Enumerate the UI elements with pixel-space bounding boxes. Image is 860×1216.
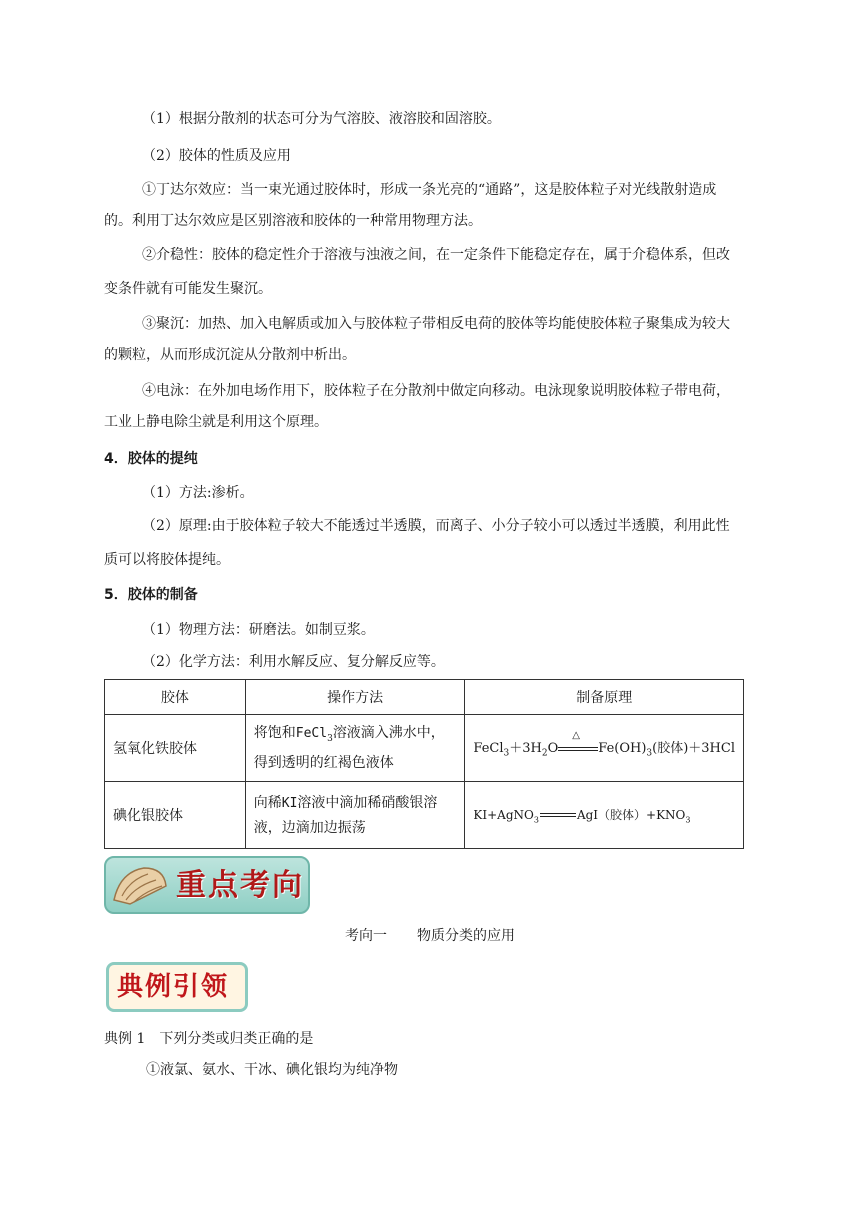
text-line: ②介稳性：胶体的稳定性介于溶液与浊液之间，在一定条件下能稳定存在，属于介稳体系，但改 bbox=[142, 247, 730, 263]
shell-icon bbox=[110, 864, 168, 908]
method-formula: KI bbox=[281, 795, 298, 811]
method-text: 溶液滴入沸水中， bbox=[332, 725, 445, 742]
equation-part: FeCl bbox=[473, 741, 504, 757]
subsection-name: 物质分类的应用 bbox=[417, 928, 515, 944]
method-text: 向稀 bbox=[253, 794, 282, 811]
text-line: 质可以将胶体提纯。 bbox=[104, 552, 230, 568]
text-line: （2）胶体的性质及应用 bbox=[142, 148, 291, 164]
subscript: 3 bbox=[646, 748, 653, 759]
equation-cell bbox=[465, 782, 744, 849]
example-tag-text: 典例引领 bbox=[117, 972, 230, 1002]
key-topic-banner bbox=[104, 856, 310, 914]
equation-cell bbox=[465, 715, 744, 782]
table-row bbox=[105, 715, 744, 782]
colloid-cell: 氢氧化铁胶体 bbox=[105, 715, 246, 782]
banner-title: 重点考向 bbox=[176, 868, 304, 903]
subsection-title bbox=[0, 926, 860, 946]
example-tag bbox=[106, 962, 248, 1012]
table-header: 制备原理 bbox=[465, 680, 744, 715]
subsection-number: 考向一 bbox=[345, 928, 387, 944]
text-line: 工业上静电除尘就是利用这个原理。 bbox=[104, 414, 328, 430]
equation-part: ＋3H bbox=[509, 741, 542, 757]
method-text: 将饱和 bbox=[253, 725, 296, 742]
text-line: （2）原理:由于胶体粒子较大不能透过半透膜，而离子、小分子较小可以透过半透膜，利用此性 bbox=[142, 518, 730, 534]
equation-part: KI+AgNO bbox=[473, 807, 534, 822]
text-line: ①丁达尔效应：当一束光通过胶体时，形成一条光亮的“通路”，这是胶体粒子对光线散射造成 bbox=[142, 182, 717, 198]
example-question-text: 下列分类或归类正确的是 bbox=[159, 1031, 314, 1047]
text-line: ④电泳：在外加电场作用下，胶体粒子在分散剂中做定向移动。电泳现象说明胶体粒子带电荷， bbox=[142, 383, 730, 399]
text-line: 变条件就有可能发生聚沉。 bbox=[104, 281, 272, 297]
equals-bar bbox=[558, 747, 598, 751]
equation-part: Fe(OH) bbox=[598, 741, 647, 757]
colloid-cell: 碘化银胶体 bbox=[105, 782, 246, 849]
equation-part: (胶体)＋3HCl bbox=[652, 741, 735, 757]
preparation-table bbox=[104, 679, 744, 849]
subscript: 3 bbox=[327, 733, 333, 744]
method-text: 得到透明的红褐色液体 bbox=[253, 754, 394, 771]
text-line: 的。利用丁达尔效应是区别溶液和胶体的一种常用物理方法。 bbox=[104, 213, 482, 229]
equation-part: O bbox=[547, 741, 559, 757]
method-text: 液，边滴加边振荡 bbox=[253, 819, 366, 836]
text-line: ③聚沉：加热、加入电解质或加入与胶体粒子带相反电荷的胶体等均能使胶体粒子聚集成为较大 bbox=[142, 316, 730, 332]
equals-bar bbox=[540, 813, 576, 817]
example-question bbox=[104, 1029, 313, 1049]
section-heading: 5．胶体的制备 bbox=[104, 587, 198, 603]
table-header: 操作方法 bbox=[245, 680, 465, 715]
method-formula: FeCl bbox=[295, 726, 328, 742]
table-row bbox=[105, 782, 744, 849]
table-header-row bbox=[105, 680, 744, 715]
text-line: 的颗粒，从而形成沉淀从分散剂中析出。 bbox=[104, 347, 356, 363]
reaction-arrow bbox=[558, 729, 598, 756]
method-cell bbox=[245, 782, 465, 849]
subscript: 3 bbox=[533, 815, 539, 825]
text-line: （2）化学方法：利用水解反应、复分解反应等。 bbox=[142, 654, 445, 670]
method-cell bbox=[245, 715, 465, 782]
subscript: 3 bbox=[685, 815, 691, 825]
text-line: （1）方法:渗析。 bbox=[142, 485, 254, 501]
section-heading: 4．胶体的提纯 bbox=[104, 451, 198, 467]
table-header: 胶体 bbox=[105, 680, 246, 715]
heat-condition: △ bbox=[572, 729, 580, 741]
subscript: 3 bbox=[503, 748, 510, 759]
subscript: 2 bbox=[541, 748, 548, 759]
example-label: 典例 1 bbox=[104, 1031, 146, 1047]
text-line: （1）根据分散剂的状态可分为气溶胶、液溶胶和固溶胶。 bbox=[142, 111, 501, 127]
method-text: 溶液中滴加稀硝酸银溶 bbox=[297, 794, 438, 811]
equation-part: AgI（胶体）+KNO bbox=[576, 807, 686, 822]
text-line: （1）物理方法：研磨法。如制豆浆。 bbox=[142, 622, 375, 638]
example-item: ①液氯、氨水、干冰、碘化银均为纯净物 bbox=[146, 1062, 398, 1078]
